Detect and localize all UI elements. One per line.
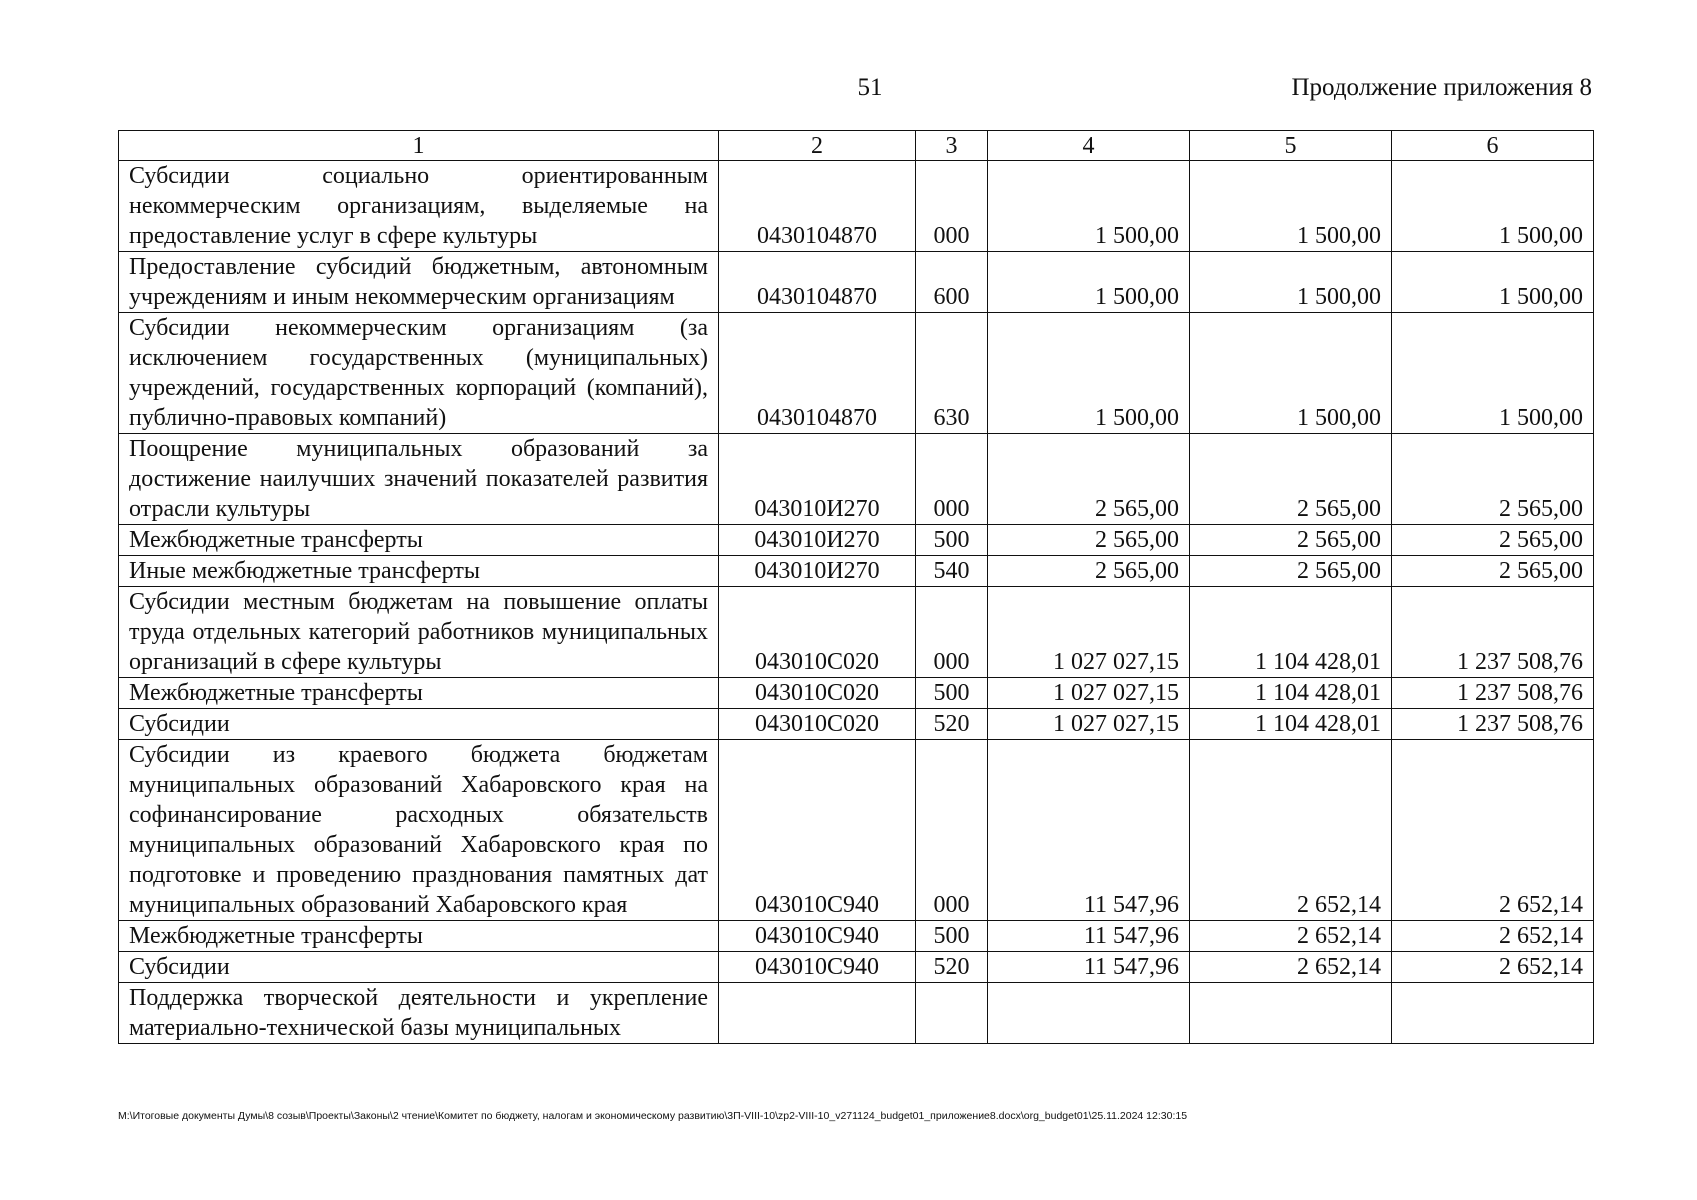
target-article-code: 043010С940 bbox=[719, 921, 916, 952]
target-article-code: 0430104870 bbox=[719, 313, 916, 434]
amount-col-4: 11 547,96 bbox=[988, 740, 1190, 921]
amount-col-5: 2 652,14 bbox=[1190, 921, 1392, 952]
amount-col-5: 1 104 428,01 bbox=[1190, 587, 1392, 678]
amount-col-4 bbox=[988, 983, 1190, 1044]
target-article-code: 043010С940 bbox=[719, 740, 916, 921]
amount-col-6: 1 237 508,76 bbox=[1392, 709, 1594, 740]
target-article-code: 043010С020 bbox=[719, 587, 916, 678]
table-row bbox=[119, 952, 1594, 983]
amount-col-4: 1 027 027,15 bbox=[988, 587, 1190, 678]
table-row bbox=[119, 525, 1594, 556]
table-body bbox=[119, 161, 1594, 1044]
target-article-code: 043010И270 bbox=[719, 556, 916, 587]
row-description: Межбюджетные трансферты bbox=[119, 921, 719, 952]
amount-col-4: 1 500,00 bbox=[988, 252, 1190, 313]
amount-col-5: 2 565,00 bbox=[1190, 525, 1392, 556]
amount-col-5: 2 652,14 bbox=[1190, 740, 1392, 921]
expense-type-code: 520 bbox=[916, 952, 988, 983]
amount-col-6: 2 652,14 bbox=[1392, 921, 1594, 952]
expense-type-code: 520 bbox=[916, 709, 988, 740]
header-col-6: 6 bbox=[1392, 131, 1594, 161]
amount-col-4: 1 500,00 bbox=[988, 161, 1190, 252]
row-description: Субсидии bbox=[119, 952, 719, 983]
expense-type-code bbox=[916, 983, 988, 1044]
expense-type-code: 500 bbox=[916, 921, 988, 952]
amount-col-6: 2 565,00 bbox=[1392, 525, 1594, 556]
row-description: Поддержка творческой деятельности и укрепление материально-технической базы муниципальных bbox=[119, 983, 719, 1044]
amount-col-5: 1 500,00 bbox=[1190, 252, 1392, 313]
amount-col-6: 1 237 508,76 bbox=[1392, 587, 1594, 678]
expense-type-code: 630 bbox=[916, 313, 988, 434]
expense-type-code: 500 bbox=[916, 525, 988, 556]
amount-col-5: 2 565,00 bbox=[1190, 434, 1392, 525]
page-number: 51 bbox=[857, 74, 883, 101]
amount-col-6: 2 565,00 bbox=[1392, 434, 1594, 525]
target-article-code: 043010С020 bbox=[719, 678, 916, 709]
amount-col-5: 2 652,14 bbox=[1190, 952, 1392, 983]
table-row bbox=[119, 678, 1594, 709]
row-description: Субсидии из краевого бюджета бюджетам муниципальных образований Хабаровского края на софинансирование расходных обязательств муниципальных образований Хабаровского края по подготовке и проведению празднования памятных дат муниципальных образований Хабаровского края bbox=[119, 740, 719, 921]
target-article-code: 0430104870 bbox=[719, 252, 916, 313]
amount-col-5: 1 104 428,01 bbox=[1190, 678, 1392, 709]
amount-col-5: 1 104 428,01 bbox=[1190, 709, 1392, 740]
row-description: Субсидии местным бюджетам на повышение оплаты труда отдельных категорий работников муниципальных организаций в сфере культуры bbox=[119, 587, 719, 678]
table-row bbox=[119, 434, 1594, 525]
amount-col-6: 2 565,00 bbox=[1392, 556, 1594, 587]
row-description: Межбюджетные трансферты bbox=[119, 678, 719, 709]
table-row bbox=[119, 921, 1594, 952]
amount-col-5 bbox=[1190, 983, 1392, 1044]
header-col-2: 2 bbox=[719, 131, 916, 161]
expense-type-code: 540 bbox=[916, 556, 988, 587]
appendix-continuation-title: Продолжение приложения 8 bbox=[1291, 74, 1592, 101]
table-row bbox=[119, 252, 1594, 313]
header-col-1: 1 bbox=[119, 131, 719, 161]
amount-col-4: 1 027 027,15 bbox=[988, 709, 1190, 740]
amount-col-6: 1 500,00 bbox=[1392, 161, 1594, 252]
amount-col-6: 2 652,14 bbox=[1392, 952, 1594, 983]
expense-type-code: 000 bbox=[916, 434, 988, 525]
expense-type-code: 500 bbox=[916, 678, 988, 709]
row-description: Межбюджетные трансферты bbox=[119, 525, 719, 556]
amount-col-5: 1 500,00 bbox=[1190, 313, 1392, 434]
amount-col-4: 2 565,00 bbox=[988, 525, 1190, 556]
amount-col-6: 1 500,00 bbox=[1392, 313, 1594, 434]
budget-table bbox=[118, 130, 1594, 1044]
amount-col-4: 2 565,00 bbox=[988, 434, 1190, 525]
amount-col-5: 1 500,00 bbox=[1190, 161, 1392, 252]
amount-col-6: 1 500,00 bbox=[1392, 252, 1594, 313]
amount-col-4: 1 027 027,15 bbox=[988, 678, 1190, 709]
amount-col-6 bbox=[1392, 983, 1594, 1044]
expense-type-code: 600 bbox=[916, 252, 988, 313]
amount-col-6: 2 652,14 bbox=[1392, 740, 1594, 921]
row-description: Субсидии bbox=[119, 709, 719, 740]
row-description: Субсидии некоммерческим организациям (за исключением государственных (муниципальных) учреждений, государственных корпораций (компаний), публично-правовых компаний) bbox=[119, 313, 719, 434]
header-col-4: 4 bbox=[988, 131, 1190, 161]
expense-type-code: 000 bbox=[916, 161, 988, 252]
row-description: Предоставление субсидий бюджетным, автономным учреждениям и иным некоммерческим организациям bbox=[119, 252, 719, 313]
row-description: Иные межбюджетные трансферты bbox=[119, 556, 719, 587]
table-row bbox=[119, 556, 1594, 587]
file-path-footer: M:\Итоговые документы Думы\8 созыв\Проекты\Законы\2 чтение\Комитет по бюджету, налогам и экономическому развитию\3П-VIII-10\zp2-VIII-10_v271124_budget01_приложение8.docx\org_budget01\25.11.2024 12:30:15 bbox=[118, 1110, 1188, 1122]
amount-col-4: 1 500,00 bbox=[988, 313, 1190, 434]
table-row bbox=[119, 313, 1594, 434]
row-description: Поощрение муниципальных образований за достижение наилучших значений показателей развития отрасли культуры bbox=[119, 434, 719, 525]
amount-col-4: 11 547,96 bbox=[988, 921, 1190, 952]
target-article-code: 0430104870 bbox=[719, 161, 916, 252]
table-header-row bbox=[119, 131, 1594, 161]
table-row bbox=[119, 740, 1594, 921]
target-article-code bbox=[719, 983, 916, 1044]
header-col-3: 3 bbox=[916, 131, 988, 161]
amount-col-5: 2 565,00 bbox=[1190, 556, 1392, 587]
row-description: Субсидии социально ориентированным некоммерческим организациям, выделяемые на предоставление услуг в сфере культуры bbox=[119, 161, 719, 252]
target-article-code: 043010И270 bbox=[719, 434, 916, 525]
table-row bbox=[119, 587, 1594, 678]
target-article-code: 043010С940 bbox=[719, 952, 916, 983]
header-col-5: 5 bbox=[1190, 131, 1392, 161]
expense-type-code: 000 bbox=[916, 740, 988, 921]
expense-type-code: 000 bbox=[916, 587, 988, 678]
table-row bbox=[119, 161, 1594, 252]
table-row-continued bbox=[119, 983, 1594, 1044]
table-row bbox=[119, 709, 1594, 740]
amount-col-4: 2 565,00 bbox=[988, 556, 1190, 587]
target-article-code: 043010И270 bbox=[719, 525, 916, 556]
target-article-code: 043010С020 bbox=[719, 709, 916, 740]
amount-col-6: 1 237 508,76 bbox=[1392, 678, 1594, 709]
amount-col-4: 11 547,96 bbox=[988, 952, 1190, 983]
